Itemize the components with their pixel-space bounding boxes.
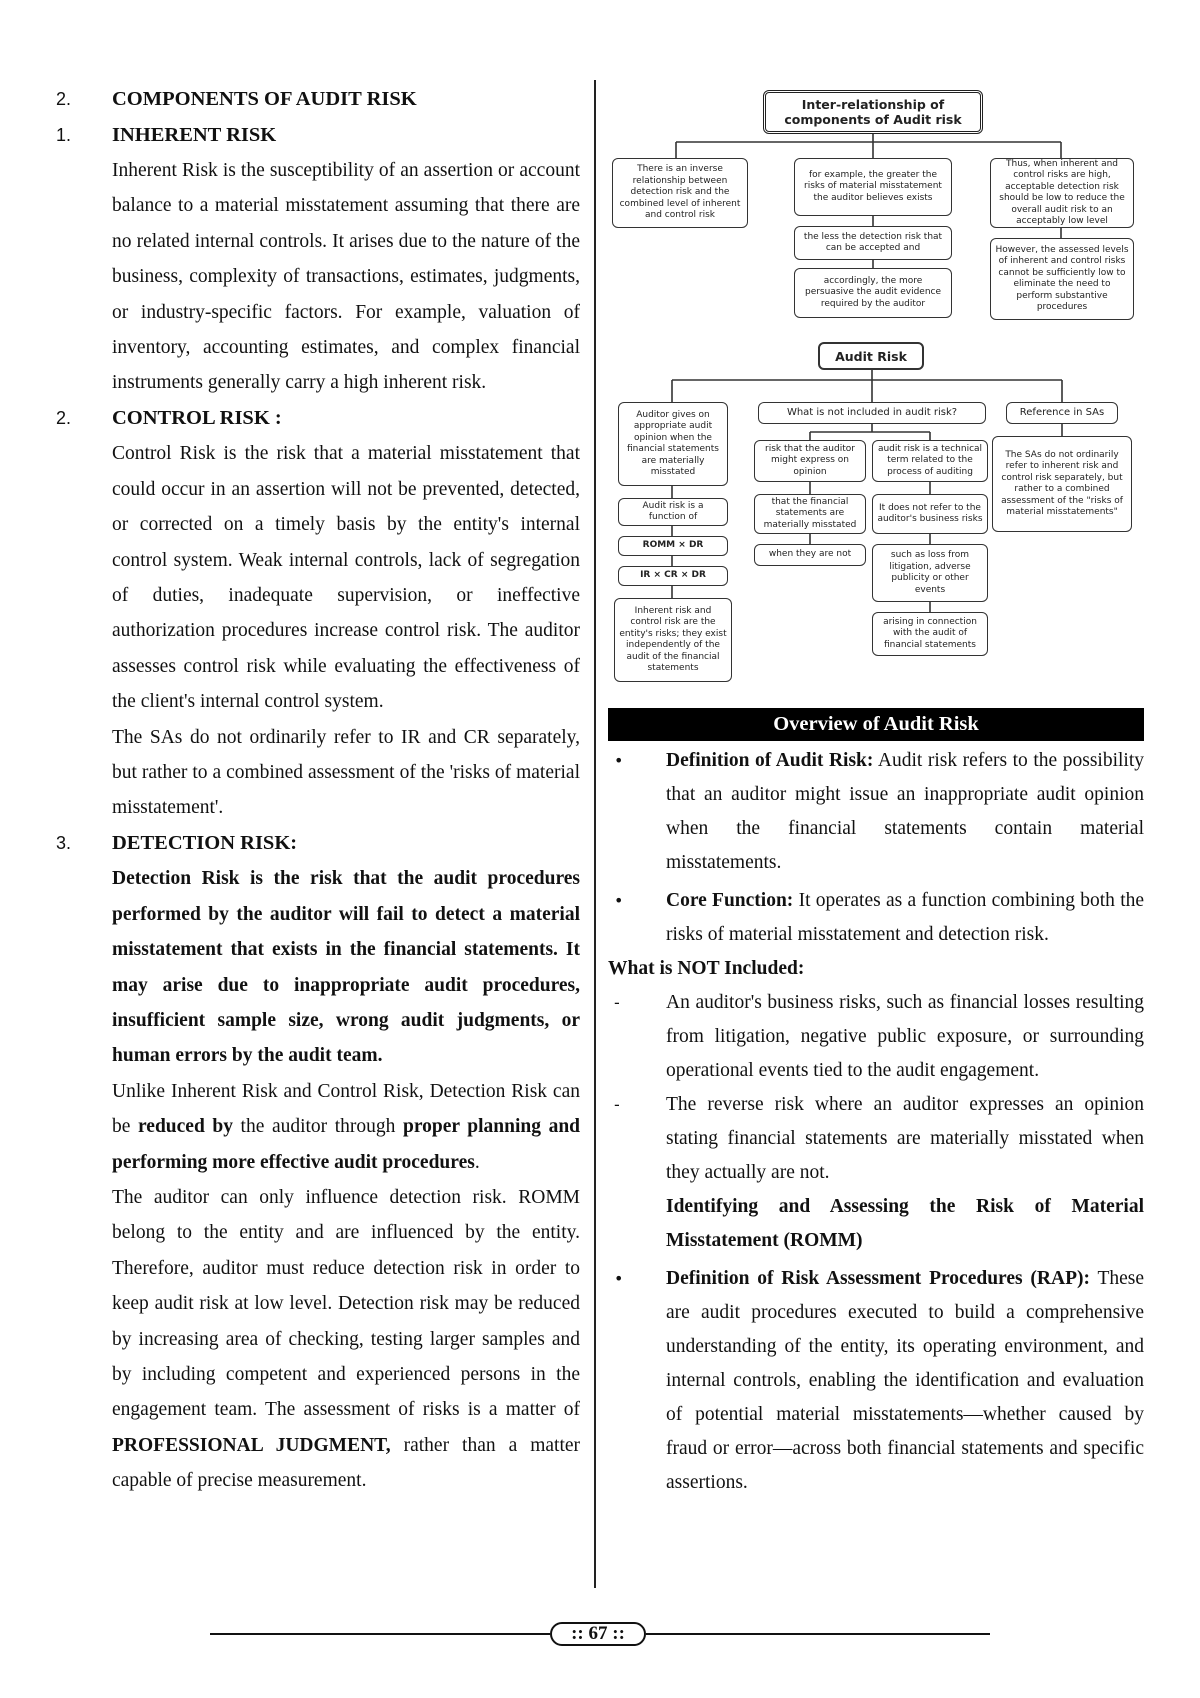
diagram-title: Inter-relationship of components of Audit risk xyxy=(763,90,983,134)
detection-text-c: . xyxy=(474,1151,480,1173)
control-risk-text: Control Risk is the risk that a material misstatement that could occur in an assertion will not be prevented, detected, or corrected on a timely basis by the entity's internal control system. Weak internal controls, lack of segregation of duties, inadequate supervision, or ineffective authorization procedures increase control risk. The auditor assesses control risk while evaluating the effectiveness of the client's internal control system. xyxy=(112,443,580,713)
core-function-body: It operates as a function combining both the risks of material misstatement and detection risk. xyxy=(666,890,1145,945)
footer-rule-left xyxy=(210,1633,550,1635)
core-function-bullet xyxy=(608,884,1144,952)
overview-content xyxy=(608,744,1144,1500)
section-heading xyxy=(56,82,580,118)
rap-body: These are audit procedures executed to build a comprehensive understanding of the entity, its operating environment, and internal controls, enabling the identification and evaluation of potential material misstatements—whether caused by fraud or error—across both financial statements and specific assertions. xyxy=(666,1268,1144,1493)
core-function-text xyxy=(666,884,1144,952)
inverse-relationship-box: There is an inverse relationship between detection risk and the combined level of inherent and control risk xyxy=(612,158,748,228)
rap-bullet xyxy=(608,1262,1144,1500)
audit-risk-diagram xyxy=(608,86,1138,686)
loss-litigation-box: such as loss from litigation, adverse publicity or other events xyxy=(872,544,988,602)
footer-rule-right xyxy=(646,1633,990,1635)
detection-risk-bold-text: Detection Risk is the risk that the audit procedures performed by the auditor will fail to detect a material misstatement that exists in the financial statements. It may arise due to inappropriate audit procedures, insufficient sample size, wrong audit judgments, or human errors by the audit team. xyxy=(112,868,580,1067)
dash-item-2-text: The reverse risk where an auditor expresses an opinion stating financial statements are materially misstated when they actually are not. xyxy=(666,1094,1144,1183)
inherent-risk-title: INHERENT RISK xyxy=(112,123,277,146)
inherent-risk-heading xyxy=(56,118,580,154)
control-risk-number: 2. xyxy=(56,407,72,428)
arising-connection-box: arising in connection with the audit of financial statements xyxy=(872,612,988,656)
page-number: :: 67 :: xyxy=(550,1622,646,1646)
professional-judgment: PROFESSIONAL JUDGMENT, xyxy=(112,1434,391,1456)
bullet-mark: • xyxy=(614,1269,624,1288)
definition-text xyxy=(666,744,1144,880)
definition-bullet xyxy=(608,744,1144,880)
romm-heading-row xyxy=(608,1190,1144,1258)
dash-item-1-text: An auditor's business risks, such as financial losses resulting from litigation, negative public exposure, or surrounding operational events tied to the audit engagement. xyxy=(666,992,1144,1081)
detection-risk-number: 3. xyxy=(56,832,72,853)
not-included-heading: What is NOT Included: xyxy=(608,958,805,979)
detection-text-a: Unlike Inherent Risk and Control Risk, Detection Risk can be xyxy=(112,1080,580,1138)
dash-mark: - xyxy=(614,993,620,1012)
however-substantive-box: However, the assessed levels of inherent and control risks cannot be sufficiently low to eliminate the need to perform substantive procedures xyxy=(990,238,1134,320)
audit-risk-box: Audit Risk xyxy=(818,342,924,370)
auditor-opinion-box: Auditor gives on appropriate audit opinion when the financial statements are materially misstated xyxy=(618,402,728,486)
dash-item-1 xyxy=(608,986,1144,1088)
detection-text2-b: rather than a matter capable of precise measurement. xyxy=(112,1434,581,1492)
control-risk-heading xyxy=(56,401,580,437)
definition-label: Definition of Audit Risk: xyxy=(666,750,874,771)
romm-heading: Identifying and Assessing the Risk of Material Misstatement (ROMM) xyxy=(666,1196,1144,1251)
persuasive-evidence-box: accordingly, the more persuasive the audit evidence required by the auditor xyxy=(794,268,952,318)
romm-dr-box: ROMM × DR xyxy=(618,536,728,556)
when-not-box: when they are not xyxy=(754,544,866,566)
rap-label: Definition of Risk Assessment Procedures (RAP): xyxy=(666,1268,1090,1289)
control-risk-text-2: The SAs do not ordinarily refer to IR and CR separately, but rather to a combined assessment of the 'risks of material misstatement'. xyxy=(112,726,580,819)
risk-express-opinion-box: risk that the auditor might express on opinion xyxy=(754,440,866,482)
bullet-mark: • xyxy=(614,891,624,910)
detection-text2-a: The auditor can only influence detection risk. ROMM belong to the entity and are influenced by the entity. Therefore, auditor must reduce detection risk in order to keep audit risk at low level. Detection risk may be reduced by increasing area of checking, testing larger samples and by including competent and experienced persons in the engagement team. The assessment of risks is a matter of xyxy=(112,1186,580,1421)
ir-cr-dr-box: IR × CR × DR xyxy=(618,566,728,586)
inherent-risk-text: Inherent Risk is the susceptibility of an assertion or account balance to a material misstatement assuming that there are no related internal controls. It arises due to the nature of the business, complexity of transactions, estimates, judgments, or industry-specific factors. For example, valuation of inventory, accounting estimates, and complex financial instruments generally carry a high inherent risk. xyxy=(112,160,580,394)
page-footer xyxy=(210,1622,990,1646)
control-risk-title: CONTROL RISK : xyxy=(112,406,282,429)
overview-banner: Overview of Audit Risk xyxy=(608,708,1144,741)
technical-term-box: audit risk is a technical term related to the process of auditing xyxy=(872,440,988,482)
greater-risk-box: for example, the greater the risks of material misstatement the auditor believes exists xyxy=(794,158,952,216)
detection-risk-title: DETECTION RISK: xyxy=(112,831,298,854)
sas-combined-box: The SAs do not ordinarily refer to inherent risk and control risk separately, but rather to a combined assessment of the "risks of material misstatements" xyxy=(992,436,1132,532)
dash-item-2 xyxy=(608,1088,1144,1190)
detection-bold-b: proper planning and performing more effective audit procedures xyxy=(112,1116,581,1173)
bullet-mark: • xyxy=(614,751,624,770)
detection-risk-text-2 xyxy=(112,1180,580,1499)
thus-high-risk-box: Thus, when inherent and control risks are high, acceptable detection risk should be low to reduce the overall audit risk to an acceptably low level xyxy=(990,158,1134,228)
section-number: 2. xyxy=(56,89,72,109)
function-of-box: Audit risk is a function of xyxy=(618,498,728,526)
detection-text-b: the auditor through xyxy=(240,1116,396,1138)
definition-body: Audit risk refers to the possibility that an auditor might issue an inappropriate audit opinion when the financial statements contain material misstatements. xyxy=(666,750,1144,873)
section-title: COMPONENTS OF AUDIT RISK xyxy=(112,88,417,110)
materially-misstated-box: that the financial statements are materially misstated xyxy=(754,494,866,534)
core-function-label: Core Function: xyxy=(666,890,794,911)
not-included-box: What is not included in audit risk? xyxy=(758,402,986,424)
dash-mark: - xyxy=(614,1095,620,1114)
inherent-risk-number: 1. xyxy=(56,124,72,145)
reference-sas-box: Reference in SAs xyxy=(1006,402,1118,424)
detection-risk-heading xyxy=(56,826,580,862)
entity-risks-box: Inherent risk and control risk are the entity's risks; they exist independently of the audit of the financial statements xyxy=(614,598,732,682)
rap-text xyxy=(666,1262,1144,1500)
detection-bold-a: reduced by xyxy=(137,1116,233,1138)
less-detection-box: the less the detection risk that can be accepted and xyxy=(794,226,952,260)
detection-risk-text xyxy=(112,1074,580,1180)
left-column xyxy=(56,82,580,1499)
column-divider xyxy=(594,80,596,1588)
business-risks-box: It does not refer to the auditor's business risks xyxy=(872,494,988,534)
